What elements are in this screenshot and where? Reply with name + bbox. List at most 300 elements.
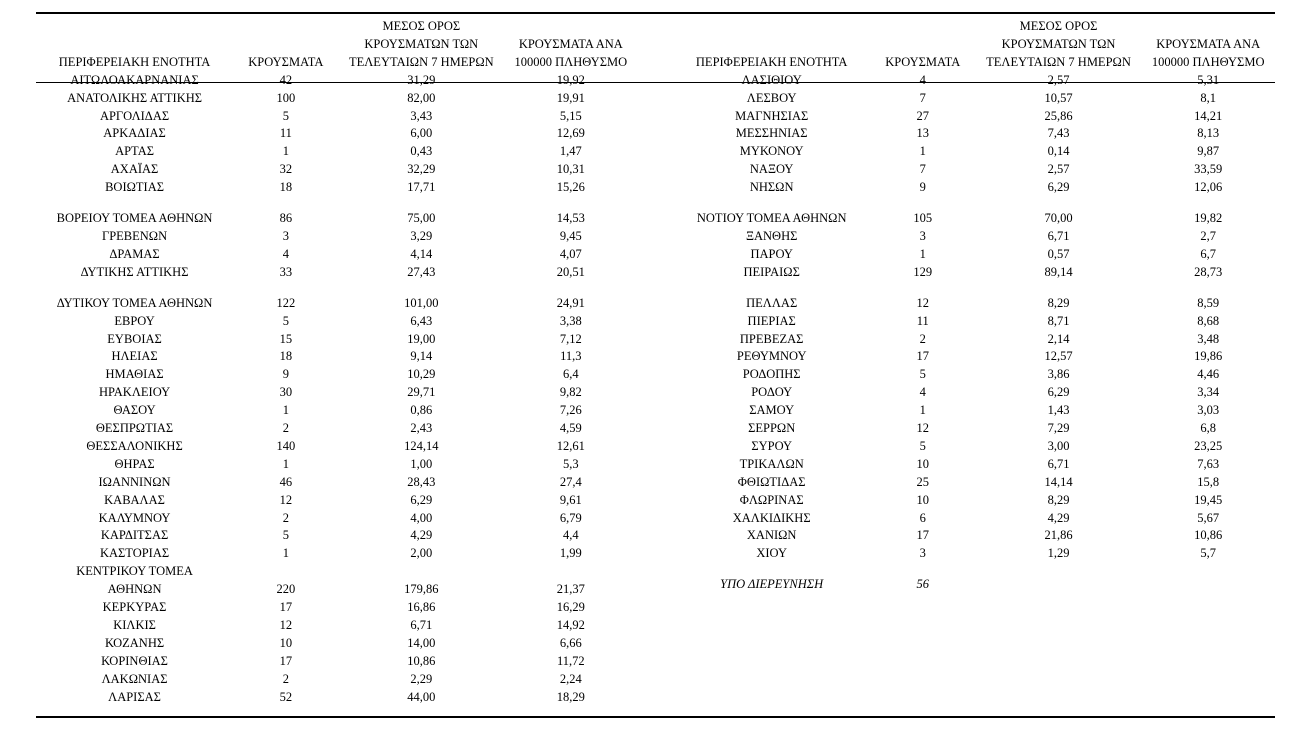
cell-avg7: 0,14 [1047, 144, 1070, 159]
cell-per100k: 8,59 [1197, 295, 1220, 310]
cell-region: ΚΑΣΤΟΡΙΑΣ [99, 546, 170, 561]
cell-avg7 [339, 563, 504, 581]
cell-avg7: 179,86 [404, 582, 439, 597]
cell-per100k: 3,48 [1197, 331, 1220, 346]
cell-cases: 13 [916, 126, 930, 141]
table-row [36, 384, 638, 402]
cell-avg7 [339, 197, 504, 210]
cell-avg7: 12,57 [1044, 349, 1073, 364]
right-table-header [673, 18, 1275, 72]
header-region-label-right: ΠΕΡΙΦΕΡΕΙΑΚΗ ΕΝΟΤΗΤΑ [695, 54, 848, 69]
cell-per100k: 5,31 [1197, 72, 1220, 87]
cell-cases: 140 [276, 438, 296, 453]
table-row [673, 246, 1275, 264]
cell-per100k: 14,53 [556, 211, 585, 226]
cell-per100k: 27,4 [559, 474, 582, 489]
table-row [36, 420, 638, 438]
cell-region: ΕΥΒΟΙΑΣ [107, 331, 162, 346]
header-per100k-line1: ΚΡΟΥΣΜΑΤΑ ΑΝΑ [518, 36, 623, 51]
cell-avg7: 25,86 [1044, 108, 1073, 123]
table-row [673, 576, 1275, 594]
cell-cases: 12 [279, 492, 293, 507]
cell-per100k: 19,92 [556, 72, 585, 87]
cell-avg7: 4,14 [410, 246, 433, 261]
cell-avg7: 89,14 [1044, 264, 1073, 279]
cell-per100k: 3,38 [559, 313, 582, 328]
cell-cases: 6 [919, 510, 926, 525]
cell-per100k: 12,06 [1194, 180, 1223, 195]
header-avg7-right-line1: ΜΕΣΟΣ ΟΡΟΣ [1019, 19, 1098, 33]
cell-avg7: 8,71 [1047, 313, 1070, 328]
cell-region: ΘΑΣΟΥ [113, 403, 156, 418]
header-avg7-line3: ΤΕΛΕΥΤΑΙΩΝ 7 ΗΜΕΡΩΝ [348, 54, 494, 69]
cell-per100k: 9,61 [559, 492, 582, 507]
cell-region: ΑΧΑΪΑΣ [110, 162, 159, 177]
cell-cases: 5 [919, 367, 926, 382]
cell-avg7: 101,00 [404, 295, 439, 310]
table-row [673, 545, 1275, 563]
cell-avg7: 3,00 [1047, 438, 1070, 453]
cell-per100k: 6,8 [1200, 421, 1216, 436]
cell-cases: 32 [279, 162, 293, 177]
table-row [36, 90, 638, 108]
cell-per100k [1141, 197, 1275, 210]
cell-per100k: 4,4 [563, 528, 579, 543]
table-row [673, 264, 1275, 282]
cell-cases: 3 [919, 228, 926, 243]
table-row [673, 420, 1275, 438]
cell-per100k: 5,67 [1197, 510, 1220, 525]
cell-region: ΤΡΙΚΑΛΩΝ [739, 456, 804, 471]
cell-cases: 1 [919, 144, 926, 159]
cell-region: ΚΑΒΑΛΑΣ [104, 492, 165, 507]
cell-region: ΙΩΑΝΝΙΝΩΝ [98, 474, 171, 489]
right-table [673, 18, 1275, 594]
cell-region: ΥΠΟ ΔΙΕΡΕΥΝΗΣΗ [720, 577, 824, 592]
cell-cases: 30 [279, 385, 293, 400]
cell-cases: 7 [919, 90, 926, 105]
cell-region: ΛΑΚΩΝΙΑΣ [101, 671, 168, 686]
cell-avg7 [976, 576, 1142, 594]
header-cases [233, 18, 338, 72]
cell-region [36, 197, 233, 210]
cell-cases: 3 [282, 228, 289, 243]
cell-cases: 2 [919, 331, 926, 346]
cell-per100k: 6,7 [1200, 246, 1216, 261]
cell-cases: 100 [276, 90, 296, 105]
table-row [36, 510, 638, 528]
cell-region: ΔΥΤΙΚΗΣ ΑΤΤΙΚΗΣ [80, 264, 189, 279]
cell-per100k: 9,82 [559, 385, 582, 400]
cell-avg7: 7,29 [1047, 421, 1070, 436]
table-row [36, 210, 638, 228]
cell-region: ΘΗΡΑΣ [114, 456, 155, 471]
cell-region: ΜΑΓΝΗΣΙΑΣ [735, 108, 809, 123]
cell-region: ΚΕΡΚΥΡΑΣ [102, 600, 167, 615]
right-table-body [673, 72, 1275, 594]
header-region-right [673, 18, 869, 72]
table-row [36, 331, 638, 349]
header-avg7-line1: ΜΕΣΟΣ ΟΡΟΣ [382, 19, 461, 33]
cell-region: ΣΑΜΟΥ [749, 403, 795, 418]
table-row [36, 492, 638, 510]
cell-avg7: 6,43 [410, 313, 433, 328]
cell-per100k: 16,29 [556, 600, 585, 615]
cell-region: ΝΟΤΙΟΥ ΤΟΜΕΑ ΑΘΗΝΩΝ [696, 211, 847, 226]
cell-per100k: 7,12 [559, 331, 582, 346]
cell-per100k: 8,1 [1200, 90, 1216, 105]
cell-per100k: 5,7 [1200, 546, 1216, 561]
cell-region: ΧΑΛΚΙΔΙΚΗΣ [732, 510, 811, 525]
cell-avg7: 1,43 [1047, 403, 1070, 418]
cell-cases: 122 [276, 295, 296, 310]
table-row [673, 492, 1275, 510]
cell-cases: 1 [282, 144, 289, 159]
table-row [36, 438, 638, 456]
table-row [673, 438, 1275, 456]
table-row [36, 179, 638, 197]
cell-cases: 9 [919, 180, 926, 195]
cell-cases: 5 [282, 108, 289, 123]
cell-avg7: 75,00 [407, 211, 436, 226]
cell-region: ΧΑΝΙΩΝ [746, 528, 797, 543]
table-spacer-row [36, 197, 638, 210]
cell-cases: 17 [279, 653, 293, 668]
cell-region: ΒΟΡΕΙΟΥ ΤΟΜΕΑ ΑΘΗΝΩΝ [56, 211, 213, 226]
cell-avg7: 2,29 [410, 671, 433, 686]
table-row [36, 161, 638, 179]
cell-per100k: 21,37 [556, 582, 585, 597]
cell-region: ΛΑΣΙΘΙΟΥ [741, 72, 802, 87]
cell-avg7: 21,86 [1044, 528, 1073, 543]
table-row [673, 456, 1275, 474]
table-row [36, 671, 638, 689]
table-row [673, 108, 1275, 126]
cell-per100k: 11,72 [556, 653, 585, 668]
cell-cases: 25 [916, 474, 930, 489]
cell-cases: 12 [916, 295, 930, 310]
cell-avg7: 14,14 [1044, 474, 1073, 489]
cell-region: ΕΒΡΟΥ [114, 313, 155, 328]
cell-avg7 [976, 197, 1142, 210]
header-avg7-right-line3: ΤΕΛΕΥΤΑΙΩΝ 7 ΗΜΕΡΩΝ [986, 54, 1131, 69]
cell-per100k: 2,24 [559, 671, 582, 686]
table-row [673, 366, 1275, 384]
cell-region: ΞΑΝΘΗΣ [745, 228, 798, 243]
cell-avg7: 6,00 [410, 126, 433, 141]
cell-avg7: 10,57 [1044, 90, 1073, 105]
cell-region: ΠΕΙΡΑΙΩΣ [743, 264, 800, 279]
cell-per100k: 11,3 [560, 349, 582, 364]
cell-region: ΦΛΩΡΙΝΑΣ [739, 492, 804, 507]
cell-cases: 86 [279, 211, 293, 226]
cell-cases: 11 [916, 313, 929, 328]
cell-region: ΑΡΤΑΣ [115, 144, 154, 159]
table-row [36, 348, 638, 366]
cell-region: ΣΥΡΟΥ [751, 438, 793, 453]
cell-per100k: 14,21 [1194, 108, 1223, 123]
left-table-body [36, 72, 638, 707]
cell-cases: 12 [279, 618, 293, 632]
cell-avg7: 10,29 [407, 367, 436, 382]
cell-per100k: 3,34 [1197, 385, 1220, 400]
table-row [36, 246, 638, 264]
table-row [673, 161, 1275, 179]
cell-cases: 17 [279, 600, 293, 615]
cell-per100k: 23,25 [1194, 438, 1223, 453]
cell-avg7: 3,86 [1047, 367, 1070, 382]
table-row [36, 635, 638, 653]
cell-region [36, 282, 233, 295]
cell-region: ΑΡΚΑΔΙΑΣ [103, 126, 166, 141]
cell-region [673, 282, 869, 295]
cell-region: ΠΕΛΛΑΣ [746, 295, 798, 310]
cell-per100k: 10,86 [1194, 528, 1223, 543]
header-per100k-right-line2: 100000 ΠΛΗΘΥΣΜΟ [1151, 54, 1265, 69]
cell-cases: 129 [913, 264, 933, 279]
table-row [673, 474, 1275, 492]
cell-per100k: 8,68 [1197, 313, 1220, 328]
cell-per100k: 1,99 [559, 546, 582, 561]
cell-per100k: 19,45 [1194, 492, 1223, 507]
cell-per100k: 19,91 [556, 90, 585, 105]
cell-per100k: 9,45 [559, 228, 582, 243]
table-row [36, 313, 638, 331]
cell-cases: 27 [916, 108, 930, 123]
table-row [673, 331, 1275, 349]
cell-per100k: 1,47 [559, 144, 582, 159]
cell-per100k: 12,61 [556, 438, 585, 453]
cell-per100k: 4,07 [559, 246, 582, 261]
cell-per100k: 2,7 [1200, 228, 1216, 243]
cell-region [673, 563, 869, 576]
cell-per100k: 7,26 [559, 403, 582, 418]
header-region-label: ΠΕΡΙΦΕΡΕΙΑΚΗ ΕΝΟΤΗΤΑ [58, 54, 211, 69]
cell-cases: 10 [916, 456, 930, 471]
cell-cases: 10 [279, 635, 293, 650]
table-row [36, 125, 638, 143]
table-row [673, 72, 1275, 90]
cell-region: ΚΑΛΥΜΝΟΥ [98, 510, 171, 525]
cell-avg7: 6,71 [1047, 456, 1070, 471]
bottom-rule [36, 716, 1275, 718]
table-row [36, 527, 638, 545]
cell-region: ΗΜΑΘΙΑΣ [105, 367, 164, 382]
cell-per100k: 15,8 [1197, 474, 1220, 489]
cell-per100k: 19,82 [1194, 211, 1223, 226]
cell-per100k: 6,4 [563, 367, 579, 382]
table-row [36, 474, 638, 492]
cell-region: ΔΡΑΜΑΣ [109, 246, 160, 261]
top-rule [36, 12, 1275, 14]
header-per100k [504, 18, 638, 72]
cell-avg7: 82,00 [407, 90, 436, 105]
cell-cases: 1 [919, 403, 926, 418]
table-row [36, 563, 638, 581]
table-spacer-row [673, 197, 1275, 210]
table-row [36, 653, 638, 671]
cell-per100k: 33,59 [1194, 162, 1223, 177]
cell-region: ΚΙΛΚΙΣ [113, 618, 156, 632]
cell-region: ΑΝΑΤΟΛΙΚΗΣ ΑΤΤΙΚΗΣ [67, 90, 203, 105]
cell-cases: 9 [282, 367, 289, 382]
table-row [36, 545, 638, 563]
table-row [673, 402, 1275, 420]
tables-container [36, 18, 1275, 707]
table-spacer-row [673, 563, 1275, 576]
cell-avg7: 6,29 [410, 492, 433, 507]
cell-region: ΘΕΣΣΑΛΟΝΙΚΗΣ [86, 438, 183, 453]
cell-cases: 17 [916, 349, 930, 364]
cell-avg7: 2,14 [1047, 331, 1070, 346]
cell-cases: 42 [279, 72, 293, 87]
cell-region: ΗΛΕΙΑΣ [111, 349, 158, 364]
cell-per100k: 9,87 [1197, 144, 1220, 159]
cell-region: ΦΘΙΩΤΙΔΑΣ [737, 474, 806, 489]
cell-cases: 1 [282, 456, 289, 471]
cell-per100k [504, 197, 638, 210]
table-row [36, 456, 638, 474]
cell-cases [870, 197, 976, 210]
header-avg7-right [976, 18, 1142, 72]
cell-cases: 5 [919, 438, 926, 453]
cell-avg7: 70,00 [1044, 211, 1073, 226]
table-row [36, 143, 638, 161]
cell-region: ΚΕΝΤΡΙΚΟΥ ΤΟΜΕΑ [76, 564, 193, 579]
table-row [36, 72, 638, 90]
cell-per100k: 3,03 [1197, 403, 1220, 418]
cell-cases [233, 282, 338, 295]
cell-avg7: 4,29 [410, 528, 433, 543]
cell-avg7: 27,43 [407, 264, 436, 279]
table-row [673, 143, 1275, 161]
cell-avg7: 44,00 [407, 689, 436, 704]
table-row [673, 384, 1275, 402]
cell-per100k: 19,86 [1194, 349, 1223, 364]
cell-avg7 [976, 282, 1142, 295]
cell-region: ΜΥΚΟΝΟΥ [739, 144, 804, 159]
cell-per100k [1141, 563, 1275, 576]
table-row [36, 599, 638, 617]
cell-per100k [1141, 282, 1275, 295]
cell-per100k [504, 282, 638, 295]
cell-avg7: 2,43 [410, 421, 433, 436]
table-row [673, 313, 1275, 331]
cell-region: ΚΟΡΙΝΘΙΑΣ [101, 653, 168, 668]
cell-avg7: 3,29 [410, 228, 433, 243]
cell-region: ΑΡΓΟΛΙΔΑΣ [99, 108, 170, 123]
header-avg7-line2: ΚΡΟΥΣΜΑΤΩΝ ΤΩΝ [364, 36, 479, 51]
cell-per100k: 28,73 [1194, 264, 1223, 279]
cell-region: ΧΙΟΥ [756, 546, 787, 561]
cell-avg7: 31,29 [407, 72, 436, 87]
cell-region: ΛΕΣΒΟΥ [746, 90, 797, 105]
header-per100k-line2: 100000 ΠΛΗΘΥΣΜΟ [514, 54, 628, 69]
cell-avg7: 19,00 [407, 331, 436, 346]
cell-cases: 220 [276, 582, 296, 597]
cell-avg7: 7,43 [1047, 126, 1070, 141]
cell-cases: 2 [282, 671, 289, 686]
cell-per100k: 4,59 [559, 421, 582, 436]
cell-region: ΣΕΡΡΩΝ [748, 421, 796, 436]
cell-avg7: 9,14 [410, 349, 433, 364]
cell-avg7: 6,71 [1047, 228, 1070, 243]
cell-region: ΘΕΣΠΡΩΤΙΑΣ [95, 421, 174, 436]
cell-region: ΝΑΞΟΥ [749, 162, 794, 177]
cell-avg7: 10,86 [407, 653, 436, 668]
cell-cases: 7 [919, 162, 926, 177]
table-spacer-row [36, 282, 638, 295]
table-row [36, 295, 638, 313]
cell-cases: 2 [282, 421, 289, 436]
left-table-header [36, 18, 638, 72]
cell-cases: 33 [279, 264, 293, 279]
cell-avg7 [976, 563, 1142, 576]
cell-per100k: 12,69 [556, 126, 585, 141]
cell-region: ΗΡΑΚΛΕΙΟΥ [98, 385, 171, 400]
cell-cases: 56 [916, 577, 930, 592]
cell-cases: 4 [919, 72, 926, 87]
cell-avg7: 6,29 [1047, 180, 1070, 195]
table-row [36, 108, 638, 126]
cell-avg7: 0,86 [410, 403, 433, 418]
header-region [36, 18, 233, 72]
left-table [36, 18, 638, 707]
cell-region: ΑΙΤΩΛΟΑΚΑΡΝΑΝΙΑΣ [70, 72, 199, 87]
cell-avg7: 8,29 [1047, 295, 1070, 310]
cell-per100k: 8,13 [1197, 126, 1220, 141]
table-row [673, 510, 1275, 528]
header-cases-label-right: ΚΡΟΥΣΜΑΤΑ [885, 54, 961, 69]
table-row [673, 228, 1275, 246]
cell-avg7: 3,43 [410, 108, 433, 123]
cell-avg7: 8,29 [1047, 492, 1070, 507]
cell-region: ΔΥΤΙΚΟΥ ΤΟΜΕΑ ΑΘΗΝΩΝ [56, 295, 213, 310]
cell-region [673, 197, 869, 210]
cell-region: ΠΙΕΡΙΑΣ [747, 313, 796, 328]
cell-region: ΑΘΗΝΩΝ [107, 582, 162, 597]
cell-avg7: 32,29 [407, 162, 436, 177]
cell-per100k: 6,79 [559, 510, 582, 525]
cell-avg7: 4,29 [1047, 510, 1070, 525]
cell-region: ΛΑΡΙΣΑΣ [108, 689, 161, 704]
table-spacer-row [673, 282, 1275, 295]
cell-cases: 15 [279, 331, 293, 346]
table-row [673, 90, 1275, 108]
cell-avg7: 28,43 [407, 474, 436, 489]
cell-cases: 10 [916, 492, 930, 507]
cell-region: ΜΕΣΣΗΝΙΑΣ [735, 126, 808, 141]
cell-avg7: 6,29 [1047, 385, 1070, 400]
cell-region: ΒΟΙΩΤΙΑΣ [105, 180, 164, 195]
cell-cases: 1 [282, 403, 289, 418]
cell-avg7: 16,86 [407, 600, 436, 615]
cell-avg7: 17,71 [407, 180, 436, 195]
cell-cases: 18 [279, 180, 293, 195]
cell-avg7: 4,00 [410, 510, 433, 525]
table-row [673, 210, 1275, 228]
cell-per100k: 20,51 [556, 264, 585, 279]
cell-cases: 5 [282, 528, 289, 543]
table-row [36, 402, 638, 420]
header-cases-right [870, 18, 976, 72]
cell-avg7: 2,57 [1047, 72, 1070, 87]
cell-cases: 1 [282, 546, 289, 561]
cell-region: ΡΟΔΟΠΗΣ [742, 367, 801, 382]
cell-cases: 46 [279, 474, 293, 489]
cell-per100k: 5,3 [563, 456, 579, 471]
table-row [673, 295, 1275, 313]
